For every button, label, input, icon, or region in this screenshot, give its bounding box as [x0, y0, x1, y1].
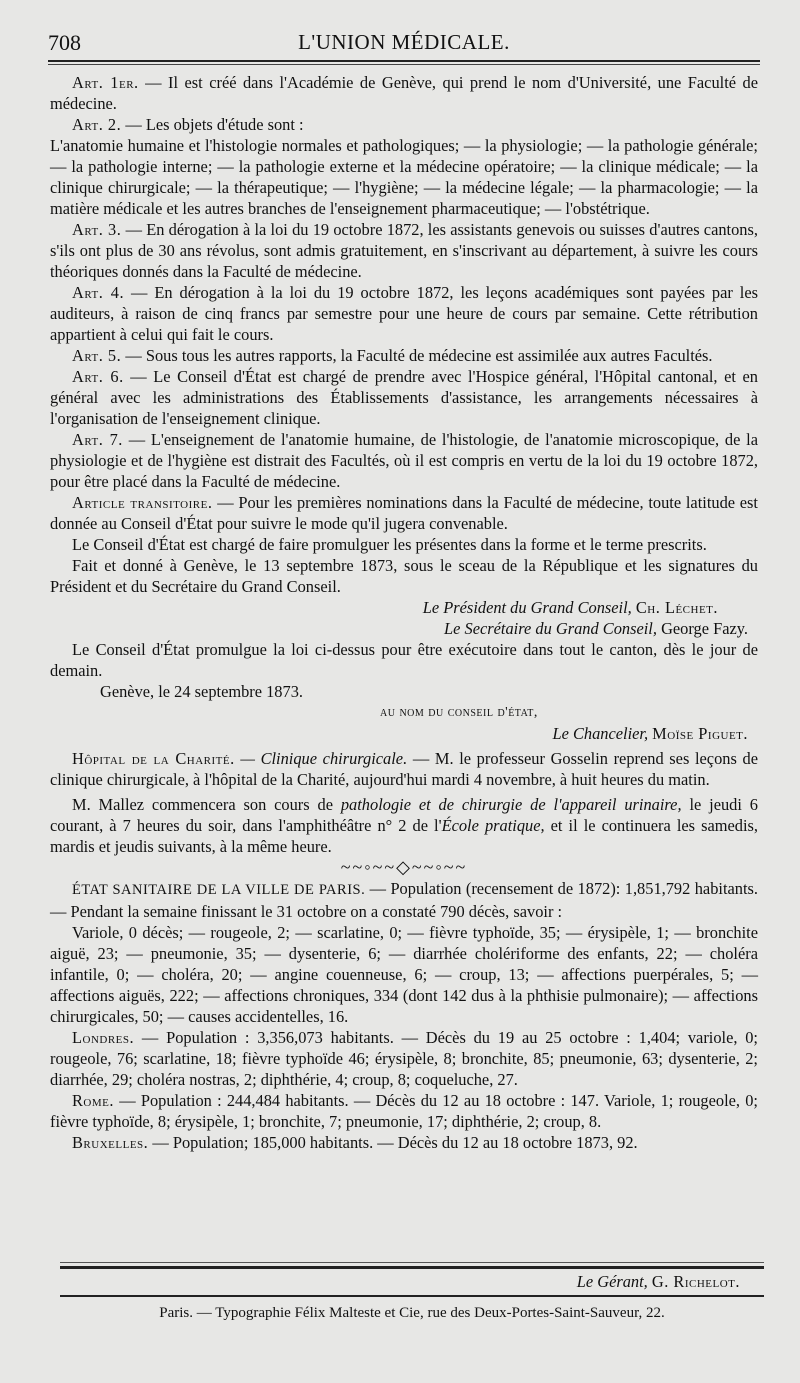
signature-secretaire: Le Secrétaire du Grand Conseil, George Fazy.	[444, 619, 748, 638]
mallez-notice: M. Mallez commencera son cours de pathologie et de chirurgie de l'appareil urinaire, le jeudi 6 courant, à 7 heures du soir, dans l'amphithéâtre n° 2 de l'École pratique, et il le continuera les samedis, mardis et jeudis suivants, à la même heure.	[50, 795, 758, 856]
ornament-divider: ~~◦~~◇~~◦~~	[340, 857, 468, 877]
charite-notice: Hôpital de la Charité. — Clinique chirurgicale. — M. le professeur Gosselin reprend ses leçons de clinique chirurgicale, à l'hôpital de la Charité, aujourd'hui mardi 4 novembre, à huit heures du matin.	[50, 749, 758, 789]
paris-statistics: Variole, 0 décès; — rougeole, 2; — scarlatine, 0; — fièvre typhoïde, 35; — érysipèle, 1; — bronchite aiguë, 23; — pneumonie, 35; — dysenterie, 6; — diarrhée cholériforme des enfants, 22; — choléra infantile, 0; — choléra, 20; — angine couenneuse, 6; — croup, 13; — affections puerpérales, 5; — affections aiguës, 222; — affections chroniques, 334 (dont 142 dus à la phthisie pulmonaire); — affections chirurgicales, 50; — causes accidentelles, 16.	[50, 923, 758, 1026]
promulguer-paragraph: Le Conseil d'État est chargé de faire promulguer les présentes dans la forme et le terme prescrits.	[72, 535, 707, 554]
article-label: Art. 5.	[72, 346, 122, 365]
signature-president: Le Président du Grand Conseil, Ch. Léchet.	[422, 598, 718, 617]
article-5: Art. 5. — Sous tous les autres rapports, la Faculté de médecine est assimilée aux autres Facultés.	[72, 346, 713, 365]
article-label: Art. 6.	[72, 367, 124, 386]
header-rule-thin	[48, 64, 760, 65]
article-2-list: L'anatomie humaine et l'histologie normales et pathologiques; — la physiologie; — la pathologie générale; — la pathologie interne; — la pathologie externe et la médecine opératoire; — la clinique médicale; — la clinique chirurgicale; — la thérapeutique; — l'hygiène; — la médecine légale; — la pharmacologie; — la matière médicale et les autres branches de l'enseignement pharmaceutique; — l'obstétrique.	[50, 136, 758, 218]
article-4: Art. 4. — En dérogation à la loi du 19 octobre 1872, les leçons académiques sont payées par les auditeurs, à raison de cinq francs par semestre pour une heure de cours par semaine. Cette rétribution appartient à celui qui fait le cours.	[50, 283, 758, 344]
journal-title: L'UNION MÉDICALE.	[298, 30, 510, 54]
article-transitoire: Article transitoire. — Pour les premières nominations dans la Faculté de médecine, toute latitude est donnée au Conseil d'État pour suivre le mode qu'il jugera convenable.	[50, 493, 758, 533]
article-1: Art. 1er. — Il est créé dans l'Académie de Genève, qui prend le nom d'Université, une Faculté de médecine.	[50, 73, 758, 113]
article-label: Art. 4.	[72, 283, 125, 302]
article-6: Art. 6. — Le Conseil d'État est chargé de prendre avec l'Hospice général, l'Hôpital cantonal, et en général avec les administrations des Établissements d'assistance, les arrangements nécessaires à l'organisation de l'enseignement clinique.	[50, 367, 758, 428]
etat-sanitaire: ÉTAT SANITAIRE DE LA VILLE DE PARIS. — Population (recensement de 1872): 1,851,792 habitants. — Pendant la semaine finissant le 31 octobre on a constaté 790 décès, savoir :	[50, 879, 759, 921]
page-header	[48, 24, 760, 64]
article-body	[50, 72, 758, 1153]
article-label: Article transitoire.	[72, 493, 213, 512]
footer-rule	[60, 1266, 764, 1269]
gerant-signature: Le Gérant, G. Richelot.	[576, 1272, 740, 1291]
article-2: Art. 2. — Les objets d'étude sont :	[72, 115, 304, 134]
promulgue-paragraph: Le Conseil d'État promulgue la loi ci-dessus pour être exécutoire dans tout le canton, dès le jour de demain.	[50, 640, 758, 680]
article-label: Art. 1er.	[72, 73, 139, 92]
signature-chancelier: Le Chancelier, Moïse Piguet.	[552, 724, 748, 743]
article-label: Art. 2.	[72, 115, 122, 134]
fait-paragraph: Fait et donné à Genève, le 13 septembre 1873, sous le sceau de la République et les signatures du Président et du Secrétaire du Grand Conseil.	[50, 556, 758, 596]
footer-rule-bottom	[60, 1295, 764, 1297]
header-rule	[48, 60, 760, 62]
footer-rule-thin	[60, 1262, 764, 1263]
rome-statistics: Rome. — Population : 244,484 habitants. — Décès du 12 au 18 octobre : 147. Variole, 1; rougeole, 0; fièvre typhoïde, 8; érysipèle, 1; bronchite, 7; pneumonie, 17; diphthérie, 2; croup, 8.	[50, 1091, 758, 1131]
article-label: Art. 7.	[72, 430, 123, 449]
londres-statistics: Londres. — Population : 3,356,073 habitants. — Décès du 19 au 25 octobre : 1,404; variole, 0; rougeole, 76; scarlatine, 18; fièvre typhoïde 46; érysipèle, 8; bronchite, 85; pneumonie, 63; dysenterie, 2; diarrhée, 29; choléra nostras, 2; diphthérie, 4; croup, 8; coqueluche, 27.	[50, 1028, 758, 1089]
page-number: 708	[48, 30, 81, 55]
article-label: Art. 3.	[72, 220, 122, 239]
date-line: Genève, le 24 septembre 1873.	[100, 682, 303, 701]
bruxelles-statistics: Bruxelles. — Population; 185,000 habitants. — Décès du 12 au 18 octobre 1873, 92.	[72, 1133, 638, 1152]
article-7: Art. 7. — L'enseignement de l'anatomie humaine, de l'histologie, de l'anatomie microscopique, de la physiologie et de l'hygiène est distrait des Facultés, où il est compris en vertu de la loi du 19 octobre 1872, pour être placé dans la Faculté de médecine.	[50, 430, 758, 491]
article-3: Art. 3. — En dérogation à la loi du 19 octobre 1872, les assistants genevois ou suisses d'autres cantons, s'ils ont plus de 30 ans révolus, sont admis gratuitement, en s'inscrivant au département, à suivre les cours théoriques donnés dans la Faculté de médecine.	[50, 220, 758, 281]
printer-imprint: Paris. — Typographie Félix Malteste et Cie, rue des Deux-Portes-Saint-Sauveur, 22.	[159, 1305, 665, 1321]
au-nom-line: au nom du conseil d'état,	[380, 705, 538, 720]
